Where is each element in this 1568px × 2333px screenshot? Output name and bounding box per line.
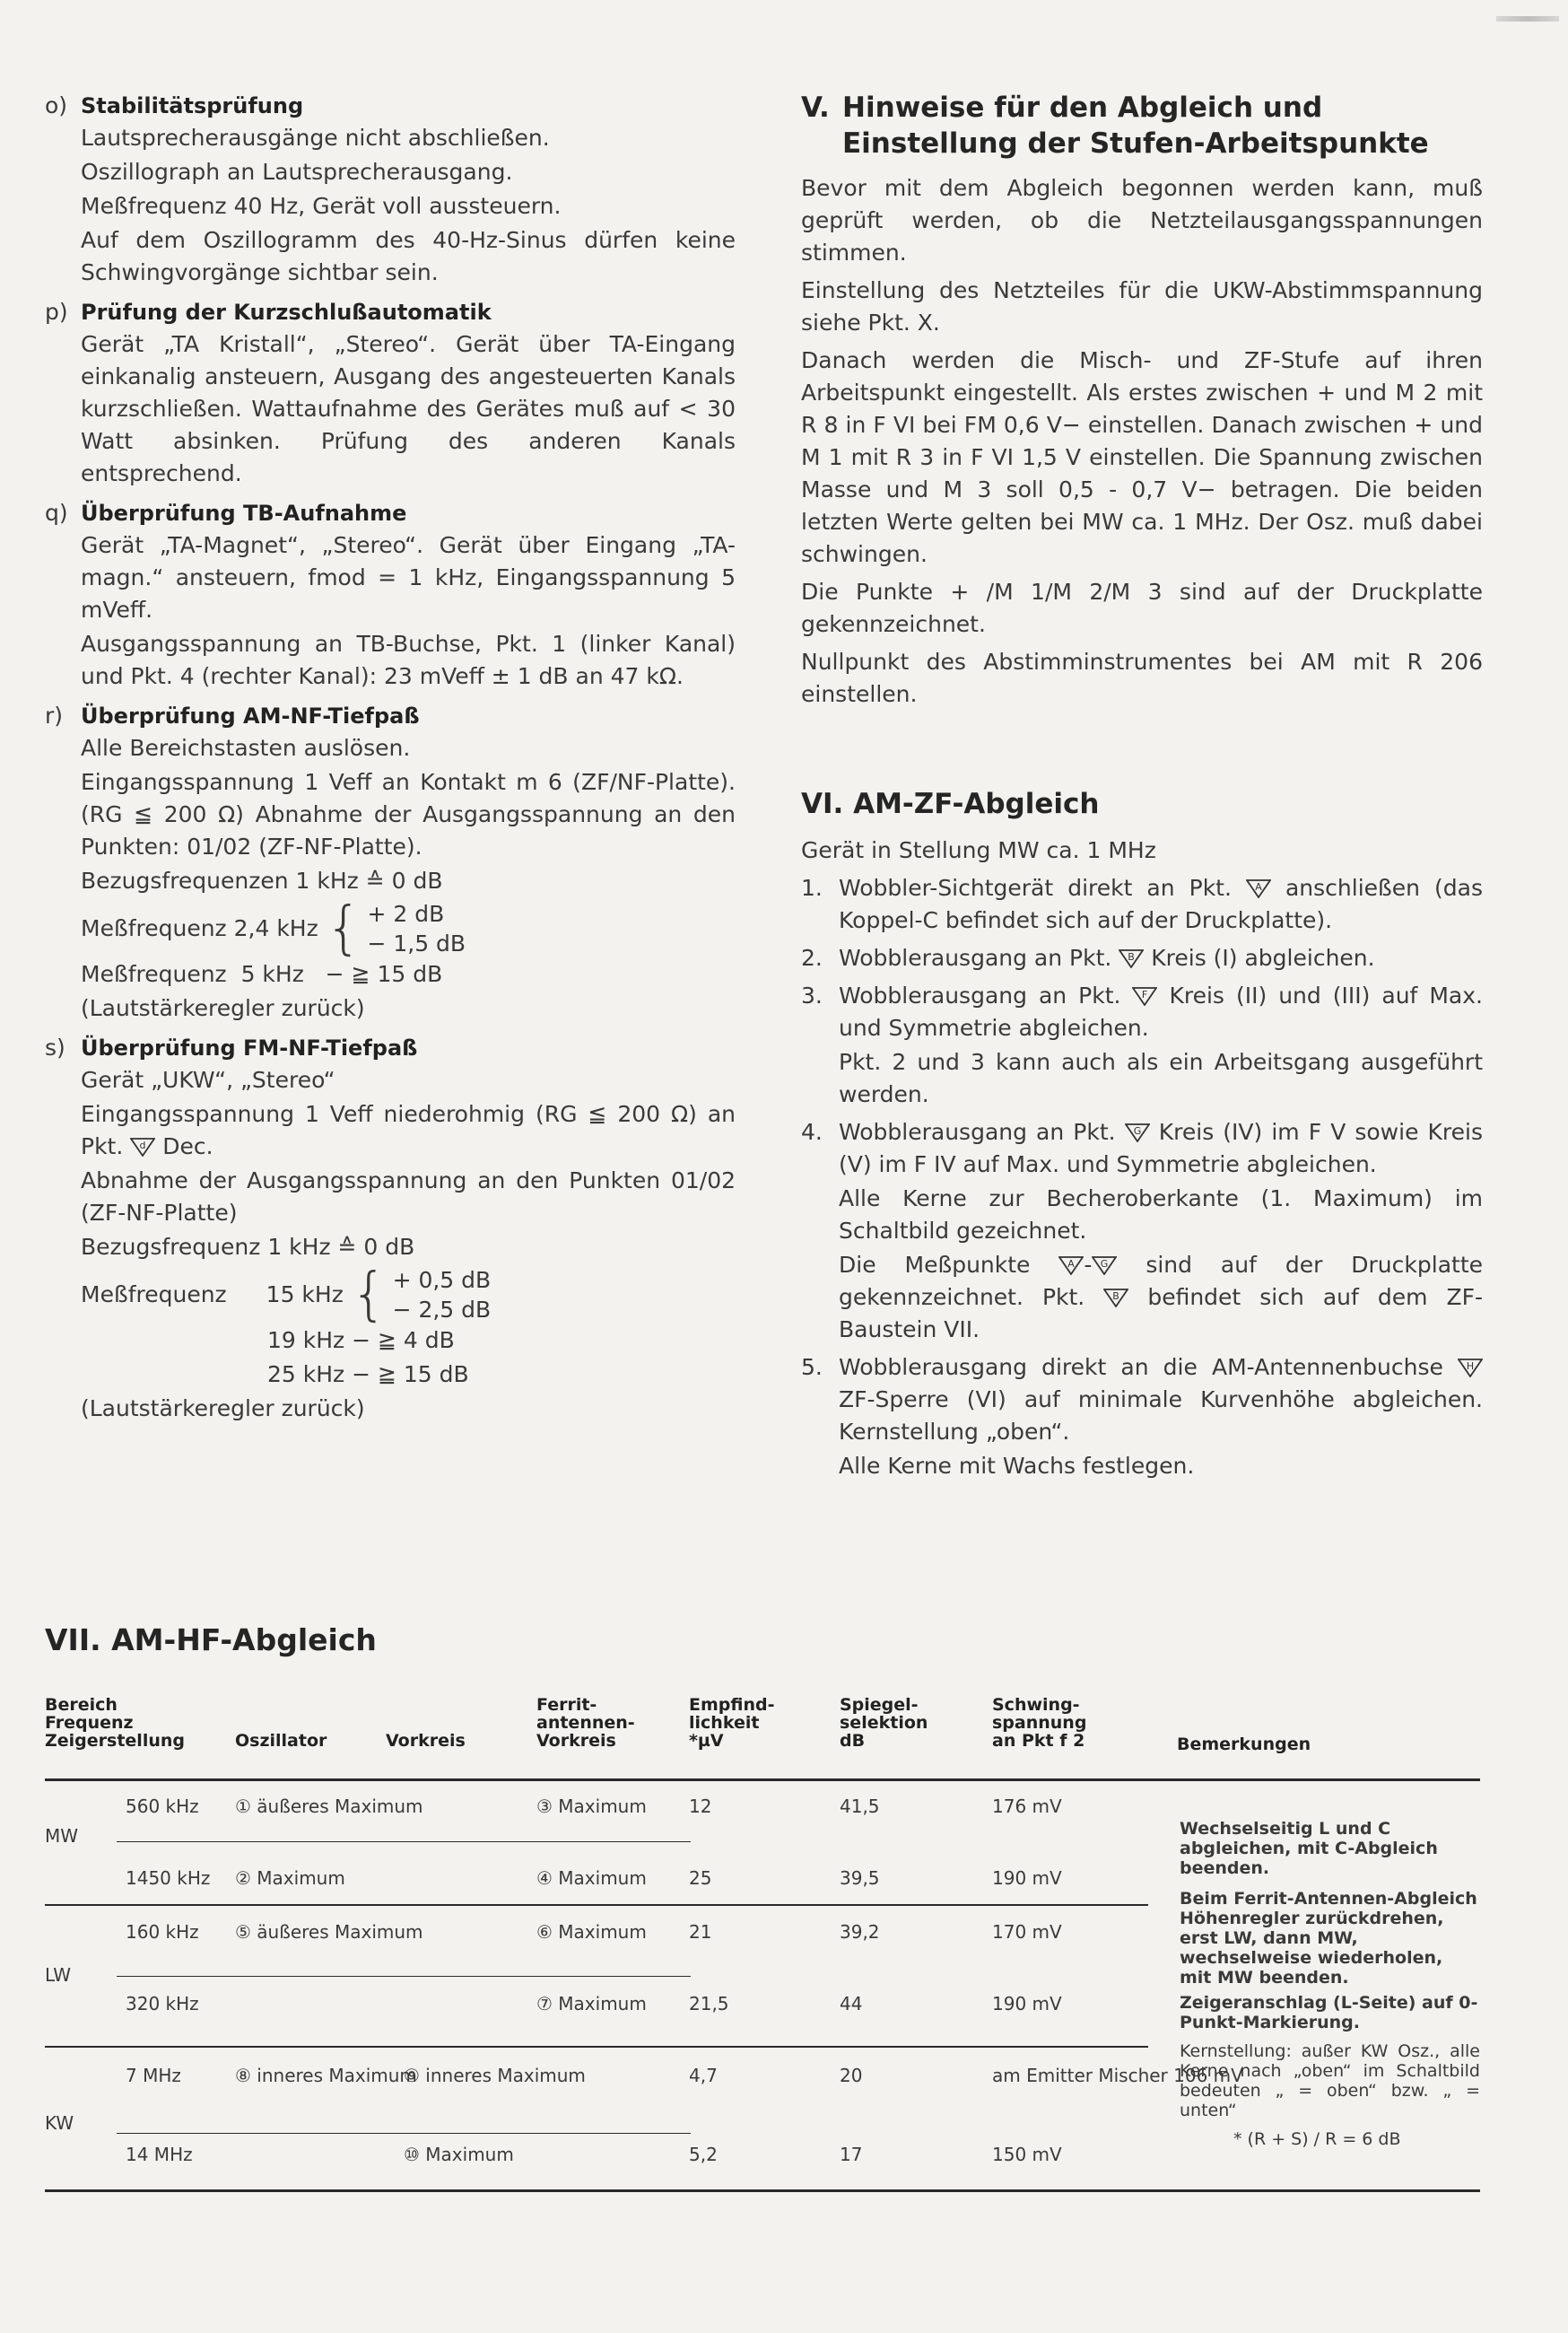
- paragraph: Ausgangsspannung an TB-Buchse, Pkt. 1 (linker Kanal) und Pkt. 4 (rechter Kanal): 23 mVeff ± 1 dB an 47 kΩ.: [81, 631, 736, 689]
- header-oszillator: Oszillator: [235, 1731, 327, 1751]
- paragraph: Wobblerausgang an Pkt. B Kreis (I) abgleichen.: [839, 945, 1375, 971]
- paragraph: Gerät „UKW“, „Stereo“: [81, 1067, 335, 1093]
- header-spiegelselektion: [840, 1696, 928, 1750]
- triangle-point-icon: [1246, 875, 1271, 895]
- remark-formula: * (R + S) / R = 6 dB: [1233, 2129, 1401, 2149]
- freq-cell: 7 MHz: [126, 2065, 181, 2086]
- row-rule: [117, 1841, 691, 1842]
- paragraph: 19 kHz − ≧ 4 dB: [267, 1327, 455, 1353]
- paragraph: Oszillograph an Lautsprecherausgang.: [81, 159, 513, 185]
- ferrit-cell: ④ Maximum: [536, 1867, 647, 1889]
- section-vi-heading: VI. AM-ZF-Abgleich: [801, 788, 1100, 820]
- freq-cell: 320 kHz: [126, 1993, 199, 2014]
- vorkreis-cell: ⑩ Maximum: [404, 2144, 514, 2165]
- header-line: dB: [840, 1731, 866, 1751]
- header-line: antennen-: [536, 1713, 635, 1733]
- vorkreis-cell: ⑨ inneres Maximum: [404, 2065, 586, 2086]
- triangle-point-icon: [1458, 1354, 1483, 1374]
- header-empfindlichkeit: [689, 1696, 774, 1750]
- list-item: [801, 1351, 1483, 1482]
- paragraph: Eingangsspannung 1 Veff an Kontakt m 6 (ZF/NF-Platte). (RG ≦ 200 Ω) Abnahme der Ausgangsspannung an den Punkten: 01/02 (ZF-NF-Platte).: [81, 769, 736, 860]
- paragraph: Gerät „TA Kristall“, „Stereo“. Gerät über TA-Eingang einkanalig ansteuern, Ausgang des angesteuerten Kanals kurzschließen. Wattaufnahme des Gerätes muß auf < 30 Watt absinken. Prüfung des anderen Kanals entsprechend.: [81, 331, 736, 486]
- paragraph: Die Meßpunkte A - G sind auf der Druckplatte gekennzeichnet. Pkt. B befindet sich auf dem ZF-Baustein VII.: [839, 1252, 1483, 1342]
- header-line: Empfind-: [689, 1695, 775, 1715]
- band-label: LW: [45, 1964, 72, 1986]
- section-letter: q): [45, 500, 68, 526]
- schwing-cell: am Emitter Mischer 106 mV: [992, 2065, 1243, 2086]
- paragraph: Lautsprecherausgänge nicht abschließen.: [81, 125, 550, 151]
- spiegel-cell: 44: [840, 1993, 863, 2014]
- heading-text: Hinweise für den Abgleich und Einstellung der Stufen-Arbeitspunkte: [842, 92, 1429, 160]
- paragraph: Einstellung des Netzteiles für die UKW-Abstimmspannung siehe Pkt. X.: [801, 277, 1483, 336]
- triangle-point-icon: [1092, 1252, 1117, 1271]
- table-top-rule: [45, 1778, 1480, 1781]
- left-column: [45, 90, 736, 1432]
- paragraph-text: Dec.: [162, 1133, 213, 1159]
- paragraph: (Lautstärkeregler zurück): [81, 1395, 365, 1421]
- spiegel-cell: 41,5: [840, 1796, 880, 1817]
- header-line: lichkeit: [689, 1713, 760, 1733]
- empfindlichkeit-cell: 5,2: [689, 2144, 718, 2165]
- triangle-point-icon: [1119, 945, 1144, 965]
- oszillator-cell: ⑤ äußeres Maximum: [235, 1921, 423, 1943]
- section-letter: o): [45, 92, 68, 118]
- header-line: Schwing-: [992, 1695, 1080, 1715]
- svg-text:A: A: [1255, 881, 1262, 893]
- section-r: [45, 700, 736, 1025]
- section-q: [45, 497, 736, 693]
- paragraph: [81, 1098, 736, 1163]
- section-title: Überprüfung TB-Aufnahme: [81, 501, 407, 526]
- row-rule: [117, 2133, 691, 2134]
- band-label: KW: [45, 2112, 74, 2134]
- paragraph: 25 kHz − ≧ 15 dB: [267, 1361, 469, 1387]
- section-s: [45, 1032, 736, 1425]
- brace-icon: {: [325, 896, 362, 962]
- schwing-cell: 190 mV: [992, 1867, 1062, 1889]
- header-line: selektion: [840, 1713, 928, 1733]
- svg-text:d: d: [139, 1140, 146, 1151]
- paragraph: Alle Kerne zur Becheroberkante (1. Maximum) im Schaltbild gezeichnet.: [839, 1185, 1483, 1244]
- header-schwingspannung: [992, 1696, 1086, 1750]
- paragraph: Die Punkte + /M 1/M 2/M 3 sind auf der Druckplatte gekennzeichnet.: [801, 579, 1483, 637]
- list-number: 3.: [801, 983, 823, 1009]
- paragraph: Danach werden die Misch- und ZF-Stufe auf ihren Arbeitspunkt eingestellt. Als erstes zwischen + und M 2 mit R 8 in F VI bei FM 0,6 V− einstellen. Danach zwischen + und M 1 mit R 3 in F VI 1,5 V einstellen. Die Spannung zwischen Masse und M 3 soll 0,5 - 0,7 V− betragen. Die beiden letzten Werte gelten bei MW ca. 1 MHz. Der Osz. muß dabei schwingen.: [801, 347, 1483, 567]
- remarks: [1180, 1819, 1480, 2149]
- ferrit-cell: ⑥ Maximum: [536, 1921, 647, 1943]
- list-number: 5.: [801, 1354, 823, 1380]
- svg-text:F: F: [1142, 989, 1148, 1000]
- svg-text:G: G: [1101, 1258, 1109, 1270]
- section-vii-heading: VII. AM-HF-Abgleich: [45, 1622, 377, 1657]
- section-v-heading: [801, 90, 1483, 162]
- spiegel-cell: 39,5: [840, 1867, 880, 1889]
- empfindlichkeit-cell: 25: [689, 1867, 712, 1889]
- measurement-label: Meßfrequenz: [81, 1281, 227, 1307]
- band-rule: [45, 1904, 1148, 1906]
- svg-text:G: G: [1133, 1125, 1141, 1137]
- paragraph: Abnahme der Ausgangsspannung an den Punkten 01/02 (ZF-NF-Platte): [81, 1167, 736, 1226]
- paragraph: Gerät in Stellung MW ca. 1 MHz: [801, 837, 1156, 863]
- freq-cell: 560 kHz: [126, 1796, 199, 1817]
- header-line: Spiegel-: [840, 1695, 919, 1715]
- svg-text:B: B: [1128, 951, 1136, 963]
- right-column: [801, 90, 1483, 1488]
- schwing-cell: 176 mV: [992, 1796, 1062, 1817]
- schwing-cell: 150 mV: [992, 2144, 1062, 2165]
- measurement-value: − 2,5 dB: [392, 1297, 492, 1323]
- header-bereich: [45, 1696, 185, 1750]
- paragraph: Alle Bereichstasten auslösen.: [81, 735, 411, 761]
- spiegel-cell: 17: [840, 2144, 863, 2165]
- paragraph: Meßfrequenz 40 Hz, Gerät voll aussteuern.: [81, 193, 562, 219]
- list-item: [801, 942, 1483, 974]
- freq-cell: 1450 kHz: [126, 1867, 211, 1889]
- measurement-value: + 0,5 dB: [392, 1267, 492, 1293]
- triangle-point-icon: [1125, 1119, 1150, 1139]
- list-item: [801, 872, 1483, 937]
- header-line: Frequenz: [45, 1713, 134, 1733]
- list-item: [801, 1116, 1483, 1346]
- paragraph: (Lautstärkeregler zurück): [81, 995, 365, 1021]
- remark: Zeigeranschlag (L-Seite) auf 0-Punkt-Markierung.: [1180, 1993, 1478, 2032]
- section-o: [45, 90, 736, 289]
- measurement-label: Meßfrequenz 2,4 kHz: [81, 915, 318, 941]
- paragraph: Wobbler-Sichtgerät direkt an Pkt. A anschließen (das Koppel-C befindet sich auf der Druckplatte).: [839, 875, 1483, 933]
- oszillator-cell: ② Maximum: [235, 1867, 345, 1889]
- paragraph: Gerät „TA-Magnet“, „Stereo“. Gerät über Eingang „TA-magn.“ ansteuern, fmod = 1 kHz, Eingangsspannung 5 mVeff.: [81, 532, 736, 623]
- header-line: Bereich: [45, 1695, 118, 1715]
- spiegel-cell: 20: [840, 2065, 863, 2086]
- section-title: Überprüfung AM-NF-Tiefpaß: [81, 703, 420, 729]
- remark: Wechselseitig L und C abgleichen, mit C-Abgleich beenden.: [1180, 1819, 1438, 1878]
- section-p: [45, 296, 736, 490]
- paragraph: Alle Kerne mit Wachs festlegen.: [839, 1453, 1195, 1479]
- paragraph: Nullpunkt des Abstimminstrumentes bei AM mit R 206 einstellen.: [801, 649, 1483, 707]
- header-ferrit: [536, 1696, 635, 1750]
- section-title: Prüfung der Kurzschlußautomatik: [81, 300, 492, 325]
- section-letter: r): [45, 703, 64, 729]
- header-line: Ferrit-: [536, 1695, 597, 1715]
- paragraph: Auf dem Oszillogramm des 40-Hz-Sinus dürfen keine Schwingvorgänge sichtbar sein.: [81, 227, 736, 285]
- list-item: [801, 980, 1483, 1111]
- empfindlichkeit-cell: 21,5: [689, 1993, 729, 2014]
- list-number: 1.: [801, 875, 823, 901]
- triangle-point-icon: [1058, 1252, 1084, 1271]
- empfindlichkeit-cell: 4,7: [689, 2065, 718, 2086]
- header-line: Vorkreis: [536, 1731, 616, 1751]
- paragraph: Meßfrequenz 5 kHz − ≧ 15 dB: [81, 961, 443, 987]
- svg-text:B: B: [1112, 1290, 1120, 1302]
- table-bottom-rule: [45, 2189, 1480, 2192]
- heading-number: V.: [801, 92, 830, 124]
- freq-cell: 160 kHz: [126, 1921, 199, 1943]
- list-number: 4.: [801, 1119, 823, 1145]
- freq-cell: 14 MHz: [126, 2144, 193, 2165]
- oszillator-cell: ① äußeres Maximum: [235, 1796, 423, 1817]
- header-line: spannung: [992, 1713, 1087, 1733]
- triangle-point-icon: [130, 1133, 155, 1153]
- header-line: an Pkt f 2: [992, 1731, 1085, 1751]
- spiegel-cell: 39,2: [840, 1921, 880, 1943]
- section-letter: p): [45, 299, 68, 325]
- ferrit-cell: ⑦ Maximum: [536, 1993, 647, 2014]
- paragraph: Wobblerausgang an Pkt. G Kreis (IV) im F V sowie Kreis (V) im F IV auf Max. und Symmetrie abgleichen.: [839, 1119, 1484, 1177]
- brace-icon: {: [350, 1262, 388, 1328]
- section-title: Stabilitätsprüfung: [81, 93, 304, 118]
- remark: Beim Ferrit-Antennen-Abgleich Höhenregler zurückdrehen, erst LW, dann MW, wechselweise wiederholen, mit MW beenden.: [1180, 1889, 1477, 1988]
- header-bemerkungen: Bemerkungen: [1177, 1734, 1311, 1754]
- schwing-cell: 190 mV: [992, 1993, 1062, 2014]
- section-letter: s): [45, 1035, 65, 1061]
- schwing-cell: 170 mV: [992, 1921, 1062, 1943]
- measurement-freq: 15 kHz: [266, 1281, 344, 1307]
- empfindlichkeit-cell: 12: [689, 1796, 712, 1817]
- section-title: Überprüfung FM-NF-Tiefpaß: [81, 1035, 418, 1061]
- measurement-value: + 2 dB: [367, 901, 445, 927]
- measurement-value: − 1,5 dB: [367, 931, 466, 957]
- paragraph: Pkt. 2 und 3 kann auch als ein Arbeitsgang ausgeführt werden.: [839, 1049, 1483, 1107]
- triangle-point-icon: [1132, 983, 1157, 1002]
- scan-artifact: [1496, 16, 1559, 22]
- paragraph: Bezugsfrequenzen 1 kHz ≙ 0 dB: [81, 868, 443, 894]
- ferrit-cell: ③ Maximum: [536, 1796, 647, 1817]
- remark: Kernstellung: außer KW Osz., alle Kerne nach „oben“ im Schaltbild bedeuten „ = oben“ bzw. „ = unten“: [1180, 2041, 1480, 2120]
- measurement-brace: [81, 1262, 736, 1328]
- paragraph: Bevor mit dem Abgleich begonnen werden kann, muß geprüft werden, ob die Netzteilausgangsspannungen stimmen.: [801, 175, 1483, 266]
- band-label: MW: [45, 1825, 79, 1847]
- measurement-brace: [81, 896, 736, 962]
- list-number: 2.: [801, 945, 823, 971]
- header-line: *µV: [689, 1731, 724, 1751]
- svg-text:H: H: [1466, 1360, 1475, 1372]
- paragraph-text: Eingangsspannung 1 Veff niederohmig (RG ≦ 200 Ω) an Pkt.: [81, 1101, 736, 1159]
- paragraph: Wobblerausgang direkt an die AM-Antennenbuchse H ZF-Sperre (VI) auf minimale Kurvenhöhe abgleichen. Kernstellung „oben“.: [839, 1354, 1483, 1445]
- header-vorkreis: Vorkreis: [386, 1731, 466, 1751]
- header-line: Zeigerstellung: [45, 1731, 185, 1751]
- empfindlichkeit-cell: 21: [689, 1921, 712, 1943]
- paragraph: Bezugsfrequenz 1 kHz ≙ 0 dB: [81, 1234, 415, 1260]
- triangle-point-icon: [1103, 1284, 1128, 1304]
- oszillator-cell: ⑧ inneres Maximum: [235, 2065, 417, 2086]
- svg-text:A: A: [1067, 1258, 1076, 1270]
- paragraph: Wobblerausgang an Pkt. F Kreis (II) und (III) auf Max. und Symmetrie abgleichen.: [839, 983, 1483, 1041]
- band-rule: [45, 2046, 1148, 2048]
- row-rule: [117, 1976, 691, 1977]
